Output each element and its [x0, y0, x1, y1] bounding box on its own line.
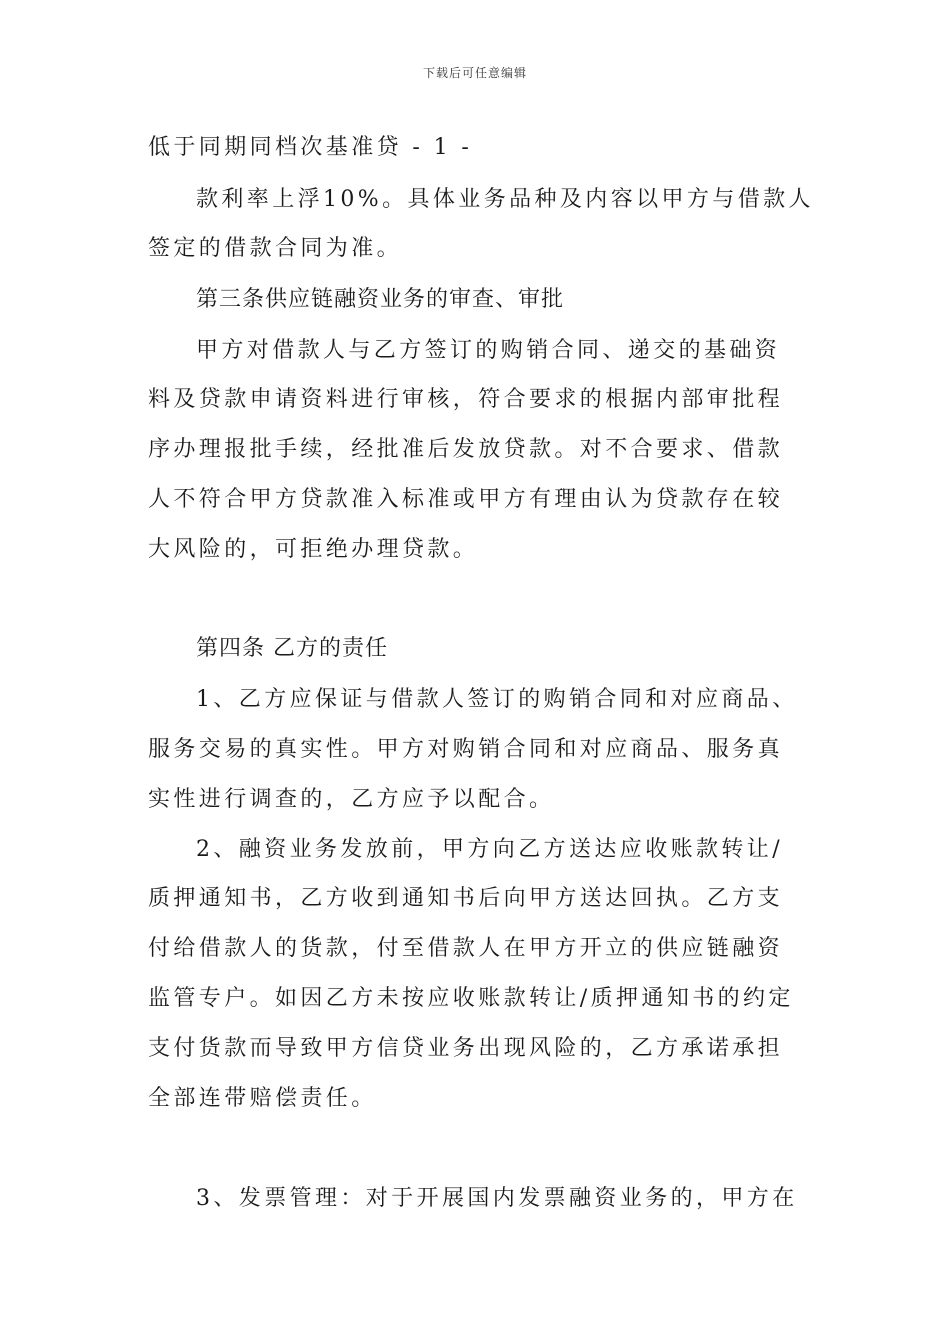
page-header: 下载后可任意编辑	[422, 66, 527, 80]
text-line: 低于同期同档次基准贷 - 1 -	[148, 135, 473, 160]
text-line: 监管专户。如因乙方未按应收账款转让/质押通知书的约定	[148, 986, 794, 1011]
text-line: 全部连带赔偿责任。	[148, 1086, 377, 1111]
text-line: 3、发票管理：对于开展国内发票融资业务的，甲方在	[196, 1186, 798, 1211]
text-line: 2、融资业务发放前，甲方向乙方送达应收账款转让/	[196, 837, 784, 862]
text-line: 甲方对借款人与乙方签订的购销合同、递交的基础资	[196, 338, 781, 363]
text-line: 人不符合甲方贷款准入标准或甲方有理由认为贷款存在较	[148, 487, 784, 512]
text-line: 质押通知书，乙方收到通知书后向甲方送达回执。乙方支	[148, 886, 784, 911]
text-line: 服务交易的真实性。甲方对购销合同和对应商品、服务真	[148, 737, 784, 762]
text-line: 款利率上浮10%。具体业务品种及内容以甲方与借款人	[196, 187, 814, 212]
text-line: 大风险的，可拒绝办理贷款。	[148, 537, 479, 562]
text-line: 支付货款而导致甲方信贷业务出现风险的，乙方承诺承担	[148, 1036, 784, 1061]
text-line: 实性进行调查的，乙方应予以配合。	[148, 787, 555, 812]
section-heading: 第四条 乙方的责任	[196, 636, 388, 661]
text-line: 付给借款人的货款，付至借款人在甲方开立的供应链融资	[148, 936, 784, 961]
section-heading: 第三条供应链融资业务的审查、审批	[196, 287, 565, 312]
text-line: 料及贷款申请资料进行审核，符合要求的根据内部审批程	[148, 387, 784, 412]
text-line: 签定的借款合同为准。	[148, 236, 403, 261]
text-line: 序办理报批手续，经批准后发放贷款。对不合要求、借款	[148, 437, 784, 462]
text-line: 1、乙方应保证与借款人签订的购销合同和对应商品、	[196, 687, 798, 712]
